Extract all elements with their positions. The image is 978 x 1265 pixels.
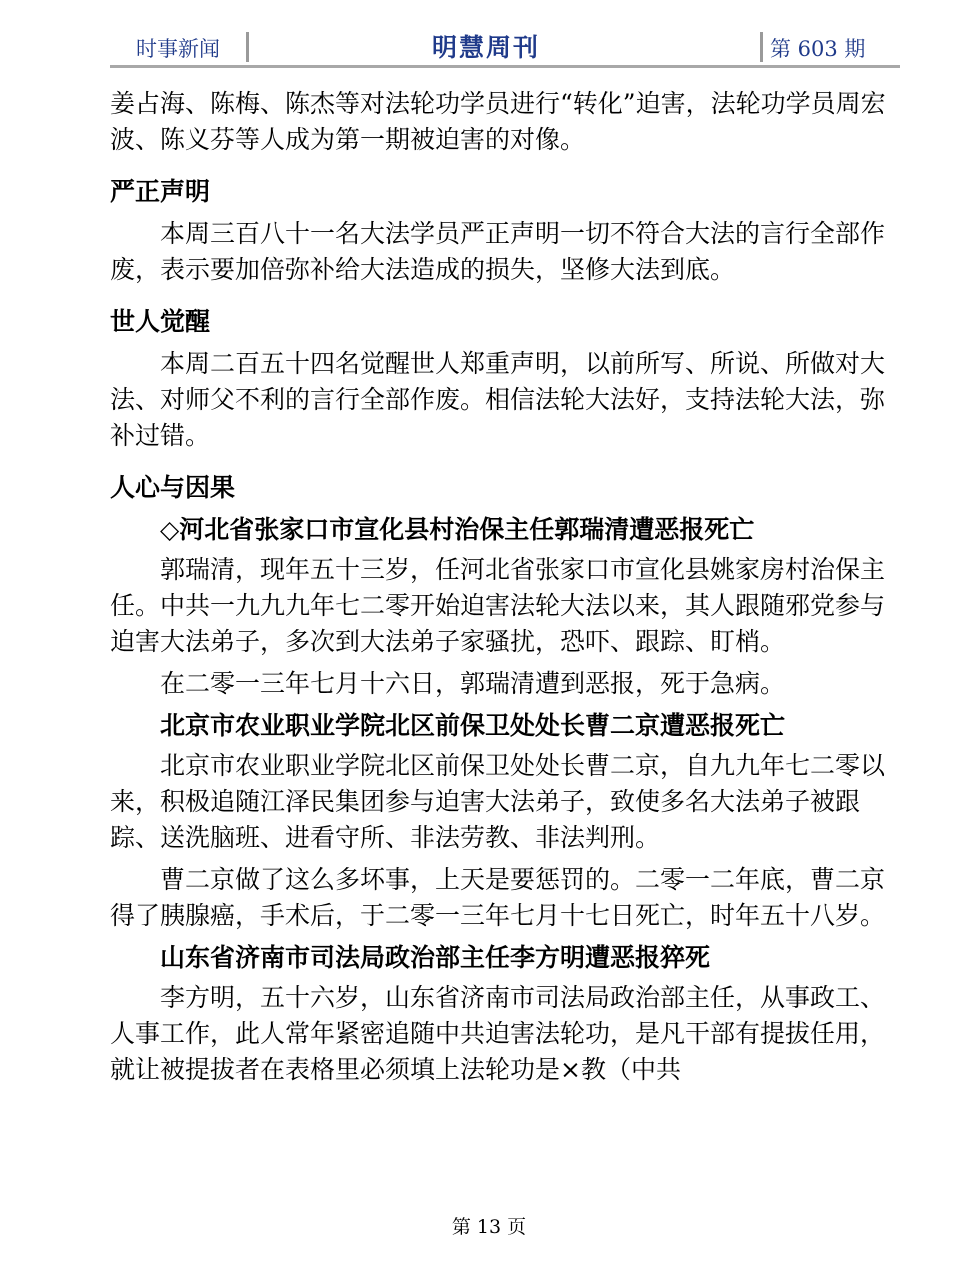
section-heading: 人心与因果 [110, 473, 236, 502]
paragraph: 北京市农业职业学院北区前保卫处处长曹二京，自九九年七二零以来，积极追随江泽民集团参与迫害大法弟子，致使多名大法弟子被跟踪、送洗脑班、进看守所、非法劳教、非法判刑。 [110, 751, 886, 852]
paragraph: 姜占海、陈梅、陈杰等对法轮功学员进行“转化”迫害，法轮功学员周宏波、陈义芬等人成为第一期被迫害的对像。 [110, 89, 886, 154]
paragraph: 在二零一三年七月十六日，郭瑞清遭到恶报，死于急病。 [160, 669, 786, 698]
header-rule [110, 65, 900, 68]
header-divider-right [760, 32, 763, 62]
section-heading: 严正声明 [110, 177, 211, 206]
paragraph: 本周二百五十四名觉醒世人郑重声明，以前所写、所说、所做对大法、对师父不利的言行全部作废。相信法轮大法好，支持法轮大法，弥补过错。 [110, 349, 886, 450]
issue-number: 第 603 期 [770, 37, 866, 61]
paragraph: 郭瑞清，现年五十三岁，任河北省张家口市宣化县姚家房村治保主任。中共一九九九年七二零开始迫害法轮大法以来，其人跟随邪党参与迫害大法弟子，多次到大法弟子家骚扰，恐吓、跟踪、盯梢。 [110, 555, 886, 656]
paragraph: 李方明，五十六岁，山东省济南市司法局政治部主任，从事政工、人事工作，此人常年紧密追随中共迫害法轮功，是凡干部有提拔任用，就让被提拔者在表格里必须填上法轮功是×教（中共 [110, 983, 886, 1084]
paragraph: 本周三百八十一名大法学员严正声明一切不符合大法的言行全部作废，表示要加倍弥补给大法造成的损失，坚修大法到底。 [110, 219, 886, 284]
header-divider-left [246, 32, 249, 62]
sub-heading: ◇河北省张家口市宣化县村治保主任郭瑞清遭恶报死亡 [160, 515, 755, 544]
sub-heading: 山东省济南市司法局政治部主任李方明遭恶报猝死 [160, 943, 711, 972]
sub-heading: 北京市农业职业学院北区前保卫处处长曹二京遭恶报死亡 [160, 711, 786, 740]
paragraph: 曹二京做了这么多坏事，上天是要惩罚的。二零一二年底，曹二京得了胰腺癌，手术后，于二零一三年七月十七日死亡，时年五十八岁。 [110, 865, 886, 930]
section-label: 时事新闻 [136, 37, 220, 61]
publication-title: 明慧周刊 [432, 33, 541, 62]
page-header [110, 28, 900, 68]
page-number: 第 13 页 [451, 1216, 527, 1238]
article-body [110, 86, 900, 1088]
section-heading: 世人觉醒 [110, 307, 211, 336]
